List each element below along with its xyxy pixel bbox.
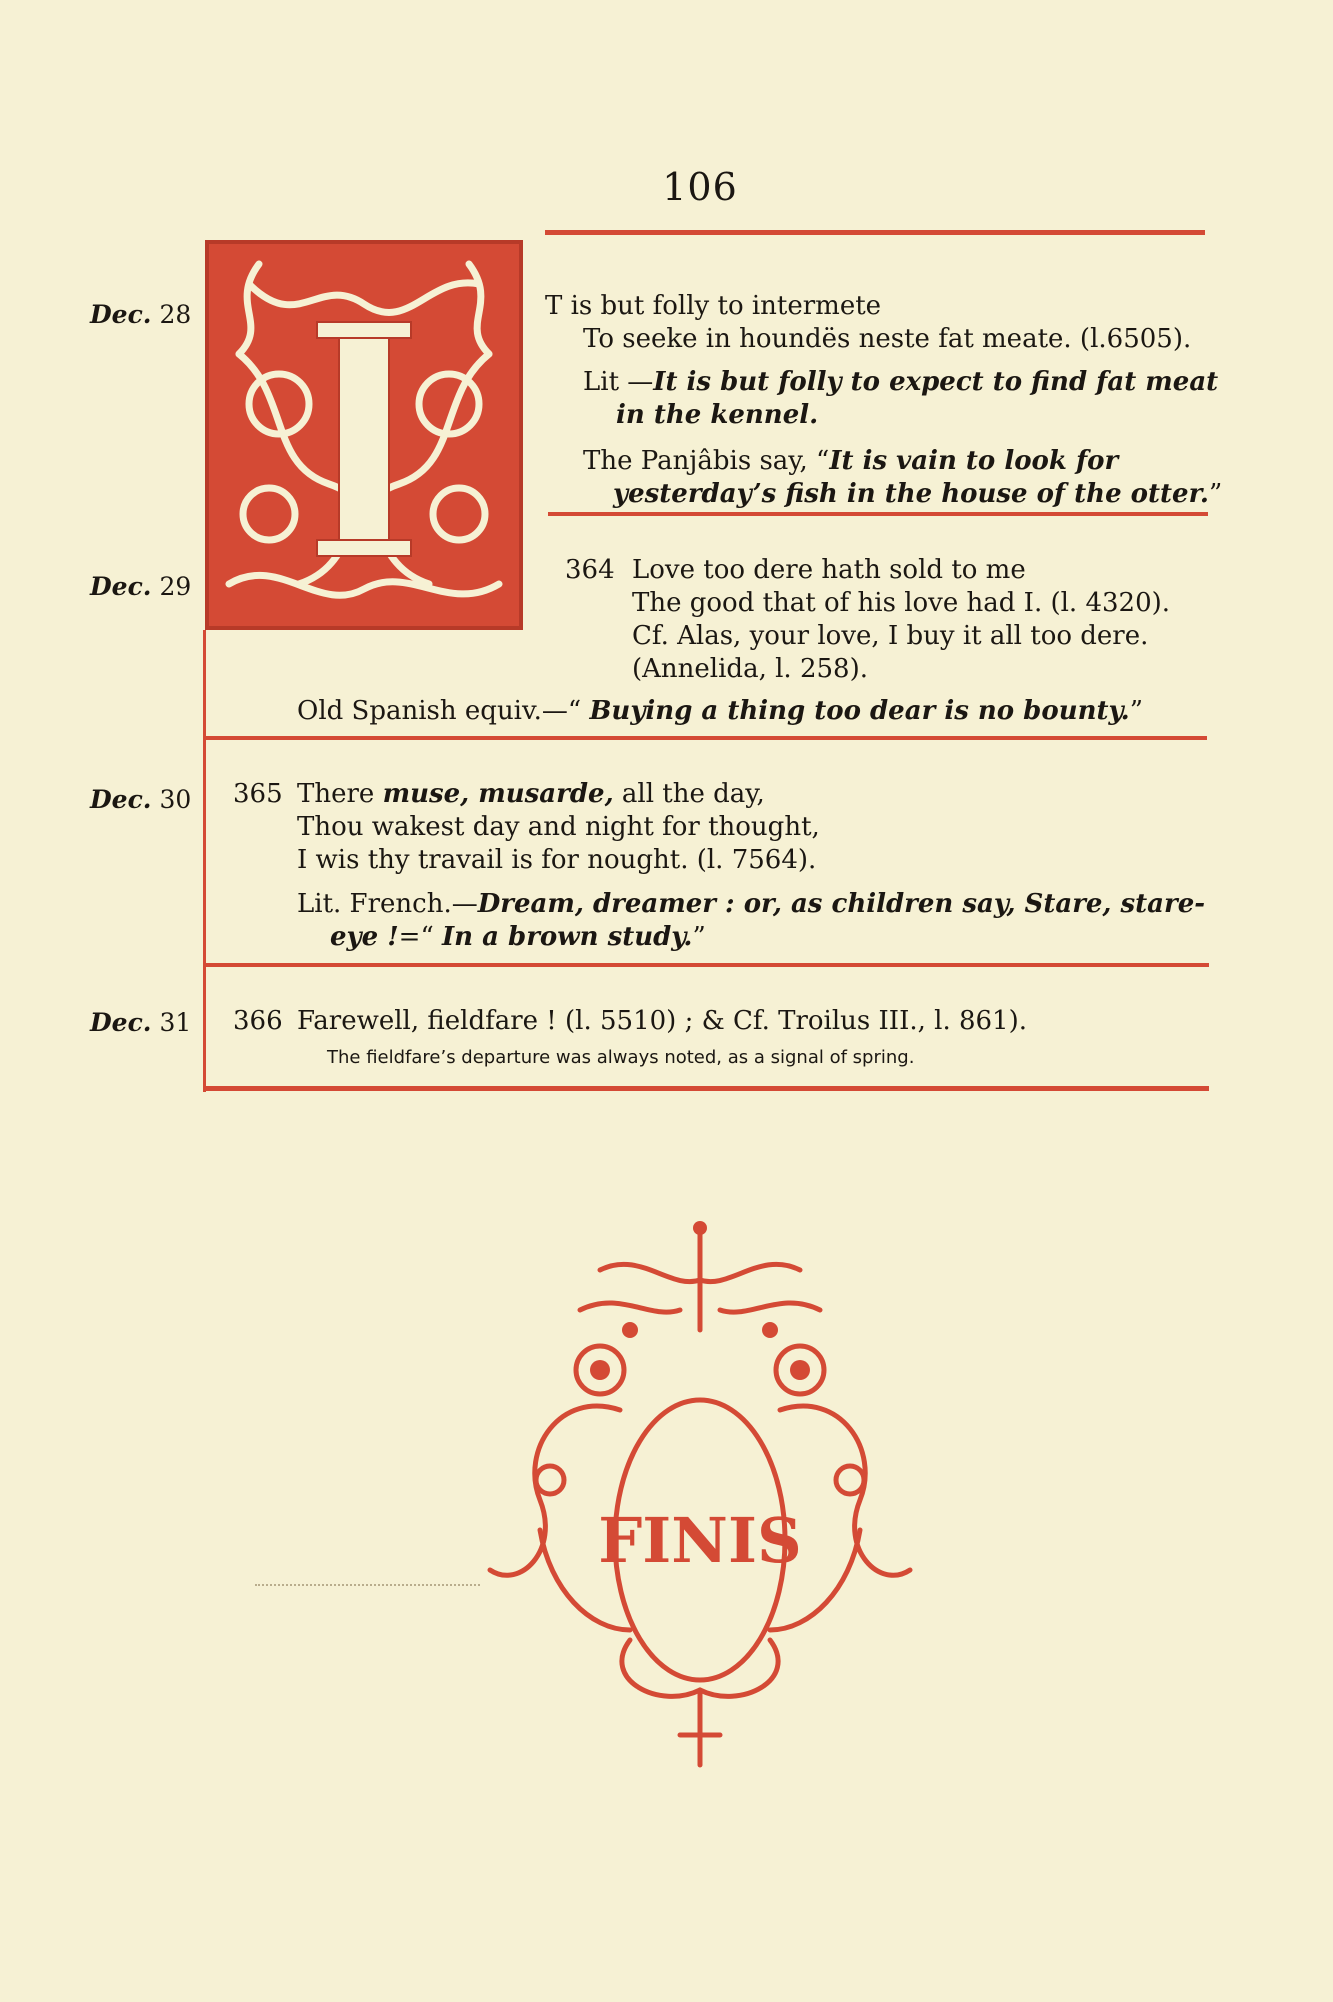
date-dec-29: Dec. 29 (90, 572, 192, 601)
date-dec-30: Dec. 30 (90, 785, 192, 814)
entry-30-number: 365 (233, 779, 283, 809)
entry-29-line-2: The good that of his love had I. (l. 4320). (632, 588, 1171, 618)
entry-28-saying: The Panjâbis say, “It is vain to look for (583, 446, 1119, 476)
entry-30-line-1: There muse, musarde, all the day, (297, 779, 765, 809)
entry-29-line-3: Cf. Alas, your love, I buy it all too dere. (632, 621, 1149, 651)
entry-30-bottom-rule (203, 963, 1209, 967)
entry-30-line-2: Thou wakest day and night for thought, (297, 812, 820, 842)
entry-28-literal: Lit —It is but folly to expect to find fat meat (583, 367, 1219, 397)
entry-28-bottom-rule (548, 512, 1208, 516)
entry-28-saying-cont: yesterday’s fish in the house of the otter.” (613, 479, 1223, 509)
bottom-rule (203, 1086, 1209, 1091)
finis-flourish-icon (480, 1210, 920, 1770)
entry-30-literal-cont: eye !=“ In a brown study.” (330, 922, 706, 952)
entry-29-equivalent: Old Spanish equiv.—“ Buying a thing too dear is no bounty.” (297, 696, 1143, 726)
entry-31-note: The fieldfare’s departure was always noted, as a signal of spring. (327, 1047, 915, 1068)
finis-text: FINIS (598, 1504, 802, 1577)
entry-29-line-4: (Annelida, l. 258). (632, 654, 868, 684)
ornamental-initial-i (205, 240, 523, 630)
entry-28-line-2: To seeke in houndës neste fat meate. (l.6505). (583, 324, 1192, 354)
entry-29-bottom-rule (203, 736, 1207, 740)
date-dec-31: Dec. 31 (90, 1008, 192, 1037)
entry-30-literal: Lit. French.—Dream, dreamer : or, as children say, Stare, stare- (297, 889, 1206, 919)
knotwork-ornament-icon (209, 244, 519, 626)
page-number: 106 (662, 165, 738, 209)
left-vertical-rule (203, 630, 206, 1092)
entry-31-number: 366 (233, 1006, 283, 1036)
entry-29-line-1: Love too dere hath sold to me (632, 555, 1026, 585)
top-rule (545, 230, 1205, 235)
entry-30-line-3: I wis thy travail is for nought. (l. 7564). (297, 845, 817, 875)
entry-29-number: 364 (565, 555, 615, 585)
entry-28-literal-cont: in the kennel. (616, 400, 819, 430)
entry-28-line-1: T is but folly to intermete (545, 291, 882, 321)
date-dec-28: Dec. 28 (90, 300, 192, 329)
finis-ornament (480, 1210, 920, 1770)
entry-31-line: Farewell, fieldfare ! (l. 5510) ; & Cf. Troilus III., l. 861). (297, 1006, 1028, 1036)
colophon-dotted-line (255, 1584, 480, 1586)
